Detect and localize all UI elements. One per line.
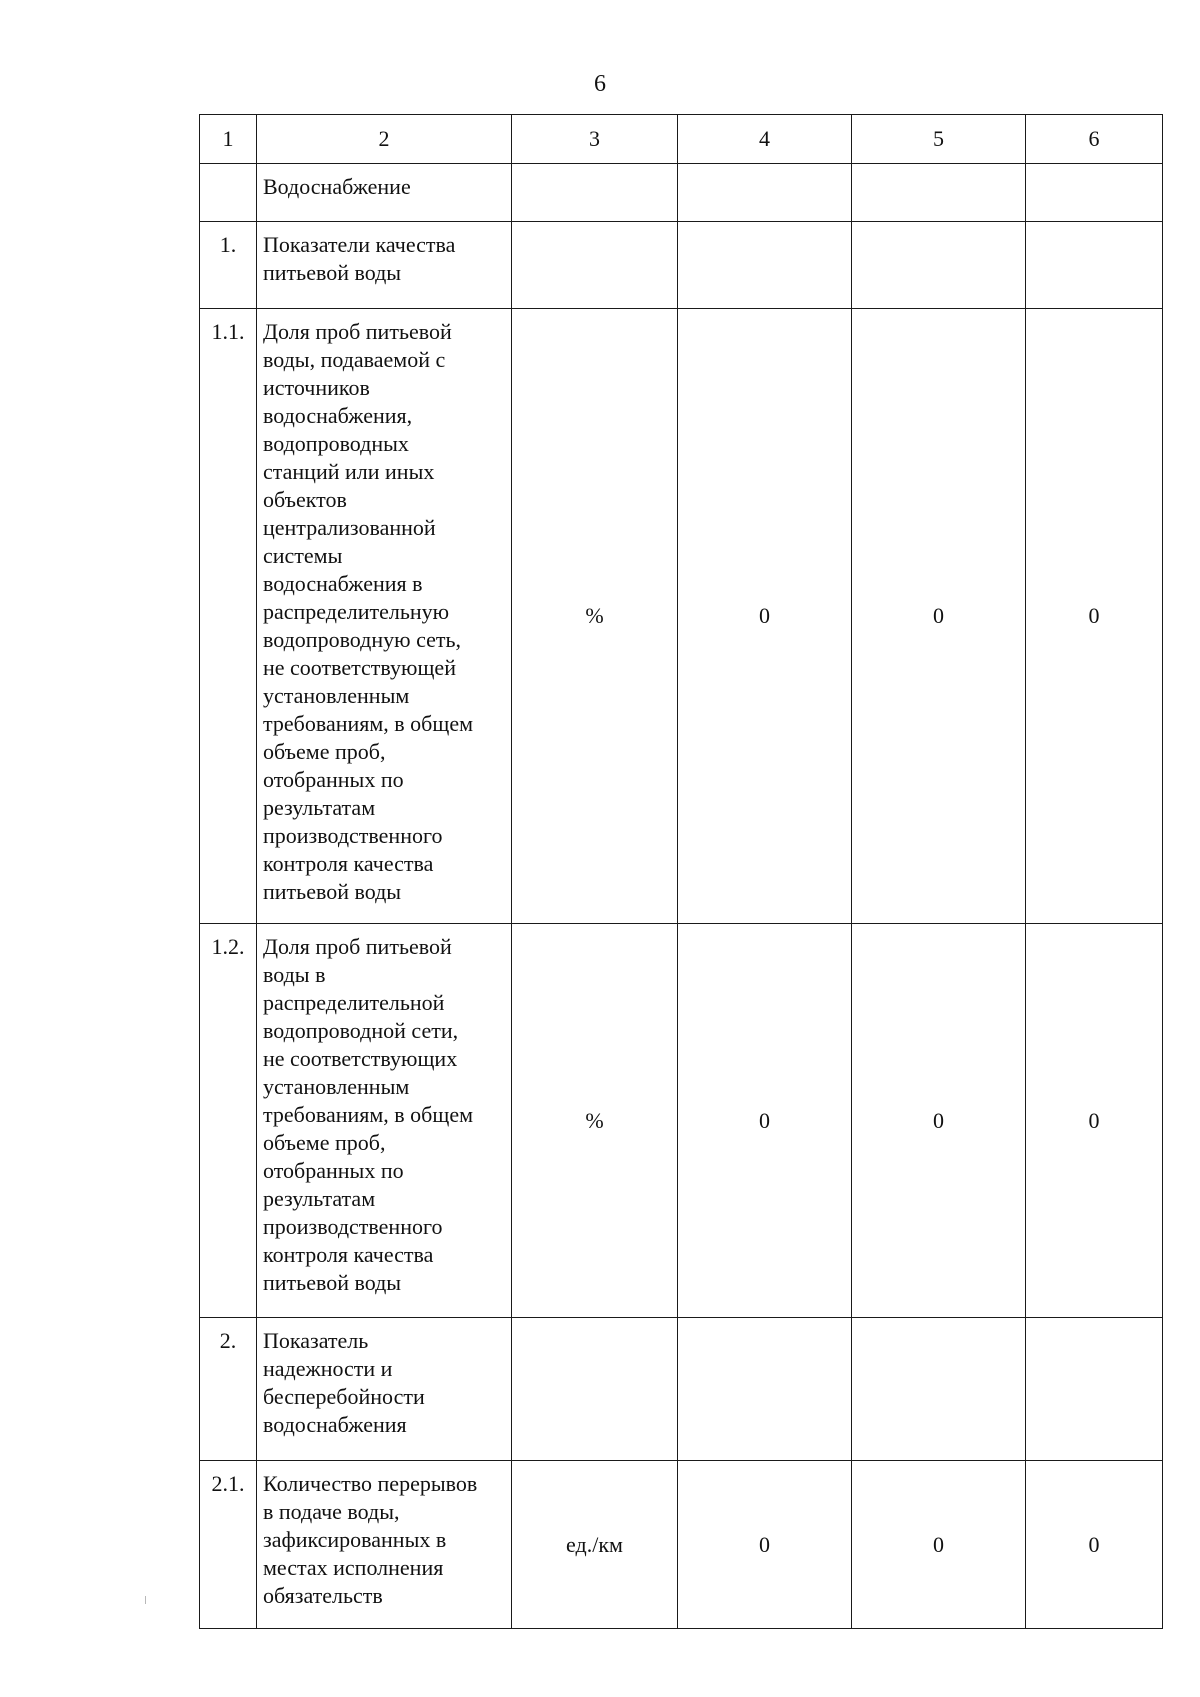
indicator-name-line: водопроводную сеть, [263, 627, 462, 652]
indicator-name-cell [257, 924, 512, 1318]
indicator-name-line: водопроводной сети, [263, 1018, 459, 1043]
header-col-3: 3 [512, 115, 678, 164]
row-number-cell: 2.1. [200, 1461, 257, 1629]
indicator-name-line: Количество перерывов [263, 1471, 478, 1496]
indicator-name-line: распределительную [263, 599, 450, 624]
value-cell-col5: 0 [852, 1461, 1026, 1629]
indicator-name-line: водоснабжения в [263, 571, 423, 596]
value-cell-col4 [678, 164, 852, 222]
unit-cell: % [512, 924, 678, 1318]
value-cell-col5 [852, 1318, 1026, 1461]
indicator-name-cell [257, 309, 512, 924]
indicator-name-line: Водоснабжение [263, 174, 411, 199]
indicator-name-cell [257, 1318, 512, 1461]
indicator-name-line: объектов [263, 487, 347, 512]
row-number-cell: 1. [200, 222, 257, 309]
indicator-name-line: контроля качества [263, 851, 434, 876]
scan-artifact-mark [145, 1596, 146, 1604]
indicator-name-line: питьевой воды [263, 1270, 402, 1295]
row-number-cell [200, 164, 257, 222]
value-cell-col5 [852, 222, 1026, 309]
indicator-name-line: производственного [263, 1214, 443, 1239]
indicator-name-line: требованиям, в общем [263, 1102, 473, 1127]
value-cell-col5 [852, 164, 1026, 222]
unit-cell [512, 222, 678, 309]
value-cell-col5: 0 [852, 924, 1026, 1318]
value-cell-col6: 0 [1026, 924, 1163, 1318]
indicator-name-cell [257, 1461, 512, 1629]
unit-cell [512, 164, 678, 222]
indicator-name-cell [257, 164, 512, 222]
indicator-name-cell [257, 222, 512, 309]
value-cell-col6 [1026, 1318, 1163, 1461]
value-cell-col4: 0 [678, 924, 852, 1318]
indicator-name-line: питьевой воды [263, 879, 402, 904]
indicator-name-line: источников [263, 375, 370, 400]
value-cell-col4 [678, 222, 852, 309]
indicator-name-line: питьевой воды [263, 260, 402, 285]
table-row [200, 1318, 1163, 1461]
indicator-name-line: централизованной [263, 515, 436, 540]
header-col-1: 1 [200, 115, 257, 164]
page-number: 6 [594, 71, 606, 97]
indicator-name-line: установленным [263, 1074, 410, 1099]
indicator-name-line: местах исполнения [263, 1555, 444, 1580]
indicator-name-line: системы [263, 543, 343, 568]
indicator-name-line: Доля проб питьевой [263, 319, 452, 344]
indicator-name-line: водопроводных [263, 431, 409, 456]
unit-cell: % [512, 309, 678, 924]
indicator-name-line: в подаче воды, [263, 1499, 400, 1524]
table-row [200, 1461, 1163, 1629]
header-col-6: 6 [1026, 115, 1163, 164]
indicator-name-line: производственного [263, 823, 443, 848]
unit-cell [512, 1318, 678, 1461]
value-cell-col6 [1026, 222, 1163, 309]
indicator-name-line: объеме проб, [263, 1130, 386, 1155]
indicator-name-line: водоснабжения, [263, 403, 413, 428]
row-number-cell: 1.1. [200, 309, 257, 924]
indicator-name-line: бесперебойности [263, 1384, 425, 1409]
indicator-name-line: результатам [263, 795, 376, 820]
header-col-2: 2 [257, 115, 512, 164]
table-row [200, 924, 1163, 1318]
indicator-name-line: объеме проб, [263, 739, 386, 764]
indicator-name-line: отобранных по [263, 1158, 404, 1183]
unit-cell: ед./км [512, 1461, 678, 1629]
table-row [200, 309, 1163, 924]
indicator-name-line: водоснабжения [263, 1412, 407, 1437]
value-cell-col4: 0 [678, 309, 852, 924]
indicator-name-line: не соответствующих [263, 1046, 458, 1071]
value-cell-col4: 0 [678, 1461, 852, 1629]
indicator-name-line: отобранных по [263, 767, 404, 792]
indicators-table [199, 114, 1163, 1629]
indicator-name-line: зафиксированных в [263, 1527, 447, 1552]
indicator-name-line: контроля качества [263, 1242, 434, 1267]
value-cell-col4 [678, 1318, 852, 1461]
value-cell-col5: 0 [852, 309, 1026, 924]
indicator-name-line: воды, подаваемой с [263, 347, 446, 372]
table-row [200, 222, 1163, 309]
table-header-row [200, 115, 1163, 164]
header-col-5: 5 [852, 115, 1026, 164]
row-number-cell: 2. [200, 1318, 257, 1461]
indicator-name-line: Показатели качества [263, 232, 456, 257]
indicator-name-line: установленным [263, 683, 410, 708]
header-col-4: 4 [678, 115, 852, 164]
indicator-name-line: не соответствующей [263, 655, 456, 680]
row-number-cell: 1.2. [200, 924, 257, 1318]
value-cell-col6: 0 [1026, 309, 1163, 924]
value-cell-col6: 0 [1026, 1461, 1163, 1629]
indicator-name-line: Показатель [263, 1328, 369, 1353]
value-cell-col6 [1026, 164, 1163, 222]
indicator-name-line: требованиям, в общем [263, 711, 473, 736]
indicator-name-line: результатам [263, 1186, 376, 1211]
indicator-name-line: воды в [263, 962, 326, 987]
indicator-name-line: обязательств [263, 1583, 383, 1608]
indicator-name-line: надежности и [263, 1356, 393, 1381]
indicator-name-line: станций или иных [263, 459, 435, 484]
indicator-name-line: распределительной [263, 990, 445, 1015]
table-row [200, 164, 1163, 222]
indicator-name-line: Доля проб питьевой [263, 934, 452, 959]
